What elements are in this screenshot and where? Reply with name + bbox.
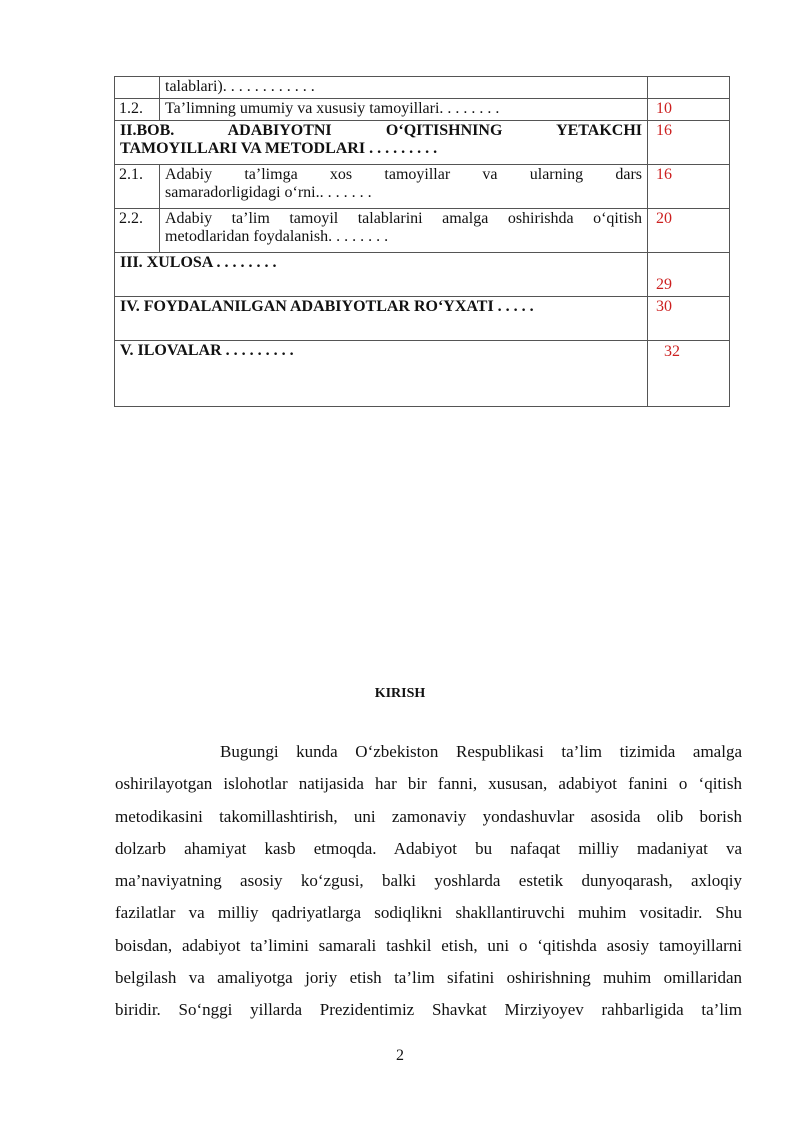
paragraph-line: belgilash va amaliyotga joriy etish ta’lim sifatini oshirishning muhim omillaridan (115, 968, 742, 988)
section-heading: KIRISH (374, 686, 426, 701)
toc-row (115, 77, 730, 99)
paragraph-line: oshirilayotgan islohotlar natijasida har bir fanni, xususan, adabiyot fanini o ‘qitish (115, 774, 742, 794)
toc-row-title: V. ILOVALAR . . . . . . . . . (115, 341, 648, 407)
toc-row-title: IV. FOYDALANILGAN ADABIYOTLAR RO‘YXATI . . . . . (115, 297, 648, 341)
toc-row-chapter (115, 121, 730, 165)
toc-row-title: II.BOB. ADABIYOTNI O‘QITISHNING YETAKCHI TAMOYILLARI VA METODLARI . . . . . . . . . (115, 121, 648, 165)
toc-row-number (115, 77, 160, 99)
paragraph-line: dolzarb ahamiyat kasb etmoqda. Adabiyot bu nafaqat milliy madaniyat va (115, 838, 742, 858)
toc-row-page: 16 (648, 121, 730, 165)
toc-row-title: Adabiy ta’lim tamoyil talablarini amalga oshirishda o‘qitish metodlaridan foydalanish. . . . . . . . (160, 209, 648, 253)
toc-row-page: 30 (648, 297, 730, 341)
toc-row-appendices (115, 341, 730, 407)
toc-row-references (115, 297, 730, 341)
paragraph-line: ma’naviyatning asosiy ko‘zgusi, balki yoshlarda estetik dunyoqarash, axloqiy (115, 871, 742, 891)
toc-row-page: 10 (648, 99, 730, 121)
toc-row-page: 16 (648, 165, 730, 209)
paragraph-line: biridir. So‘nggi yillarda Prezidentimiz Shavkat Mirziyoyev rahbarligida ta’lim (115, 1000, 742, 1020)
toc-row (115, 99, 730, 121)
toc-row-number: 2.1. (115, 165, 160, 209)
toc-row-page: 32 (648, 341, 730, 407)
toc-row-page: 29 (648, 253, 730, 297)
table-of-contents (114, 76, 730, 407)
body-paragraph (115, 736, 742, 1027)
toc-row-title: talablari). . . . . . . . . . . . (160, 77, 648, 99)
page-number: 2 (396, 1047, 404, 1064)
paragraph-line: boisdan, adabiyot ta’limini samarali tashkil etish, uni o ‘qitishda asosiy tamoyillarni (115, 935, 742, 955)
paragraph-line: fazilatlar va milliy qadriyatlarga sodiqlikni shakllantiruvchi muhim vositadir. Shu (115, 903, 742, 923)
toc-row-page: 20 (648, 209, 730, 253)
toc-row-number: 1.2. (115, 99, 160, 121)
paragraph-line: Bugungi kunda O‘zbekiston Respublikasi ta’lim tizimida amalga (220, 742, 742, 761)
toc-row-page (648, 77, 730, 99)
toc-row-title: Adabiy ta’limga xos tamoyillar va ularning dars samaradorligidagi o‘rni.. . . . . . . (160, 165, 648, 209)
toc-row-conclusion (115, 253, 730, 297)
toc-row-title: III. XULOSA . . . . . . . . (115, 253, 648, 297)
toc-row-number: 2.2. (115, 209, 160, 253)
toc-row-title: Ta’limning umumiy va xususiy tamoyillari. . . . . . . . (160, 99, 648, 121)
paragraph-line: metodikasini takomillashtirish, uni zamonaviy yondashuvlar asosida olib borish (115, 806, 742, 826)
toc-row (115, 165, 730, 209)
toc-row (115, 209, 730, 253)
